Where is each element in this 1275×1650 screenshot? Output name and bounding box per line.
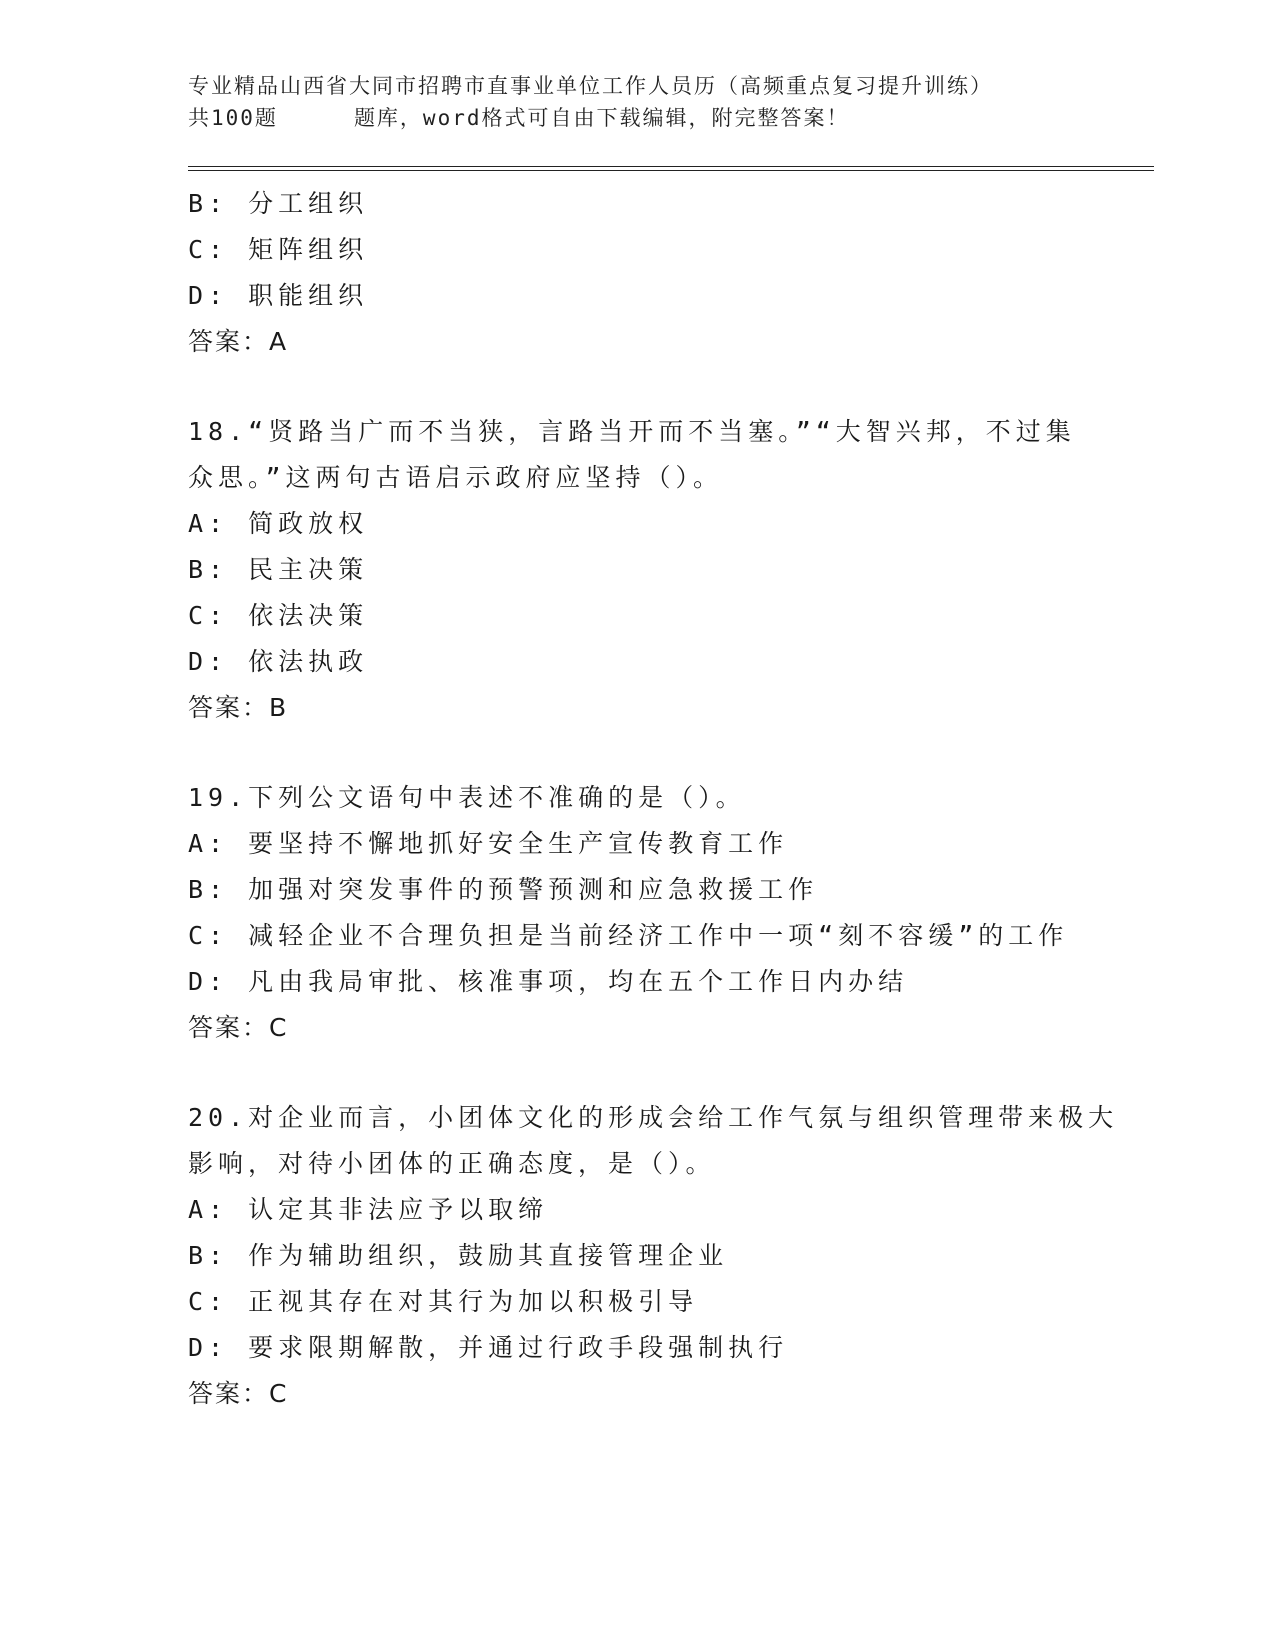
question-stem: 18.“贤路当广而不当狭，言路当开而不当塞。”“大智兴邦，不过集 [188,417,1076,446]
document-page [188,70,1148,1417]
option-d: D: 要求限期解散，并通过行政手段强制执行 [188,1333,789,1362]
question-stem: 影响，对待小团体的正确态度，是（）。 [188,1149,716,1178]
option-b: B: 作为辅助组织，鼓励其直接管理企业 [188,1241,729,1270]
question-content [188,181,1148,1417]
option-d: D: 依法执政 [188,647,369,676]
option-d: D: 职能组织 [188,281,369,310]
question-stem: 20.对企业而言，小团体文化的形成会给工作气氛与组织管理带来极大 [188,1103,1119,1132]
option-b: B: 分工组织 [188,189,369,218]
answer: 答案：C [188,1379,289,1408]
header-title: 专业精品山西省大同市招聘市直事业单位工作人员历（高频重点复习提升训练） [188,74,993,98]
header-subtitle-row [188,102,1148,134]
spacer [188,1051,1148,1095]
question-18 [188,409,1148,731]
document-header [188,70,1148,134]
option-d: D: 凡由我局审批、核准事项，均在五个工作日内办结 [188,967,909,996]
header-description: 题库，word格式可自由下载编辑，附完整答案！ [353,106,850,130]
option-c: C: 依法决策 [188,601,369,630]
spacer [188,731,1148,775]
option-b: B: 民主决策 [188,555,369,584]
question-stem: 19.下列公文语句中表述不准确的是（）。 [188,783,746,812]
answer: 答案：C [188,1013,289,1042]
header-divider [188,166,1154,171]
option-a: A: 认定其非法应予以取缔 [188,1195,549,1224]
question-20 [188,1095,1148,1417]
answer: 答案：A [188,327,289,356]
prev-question [188,181,1148,365]
header-gap [278,102,354,134]
spacer [188,365,1148,409]
option-a: A: 要坚持不懈地抓好安全生产宣传教育工作 [188,829,789,858]
answer: 答案：B [188,693,289,722]
option-b: B: 加强对突发事件的预警预测和应急救援工作 [188,875,819,904]
option-c: C: 减轻企业不合理负担是当前经济工作中一项“刻不容缓”的工作 [188,921,1069,950]
question-stem: 众思。”这两句古语启示政府应坚持（）。 [188,463,724,492]
option-a: A: 简政放权 [188,509,369,538]
option-c: C: 正视其存在对其行为加以积极引导 [188,1287,699,1316]
question-19 [188,775,1148,1051]
header-question-count: 共100题 [188,106,278,130]
option-c: C: 矩阵组织 [188,235,369,264]
